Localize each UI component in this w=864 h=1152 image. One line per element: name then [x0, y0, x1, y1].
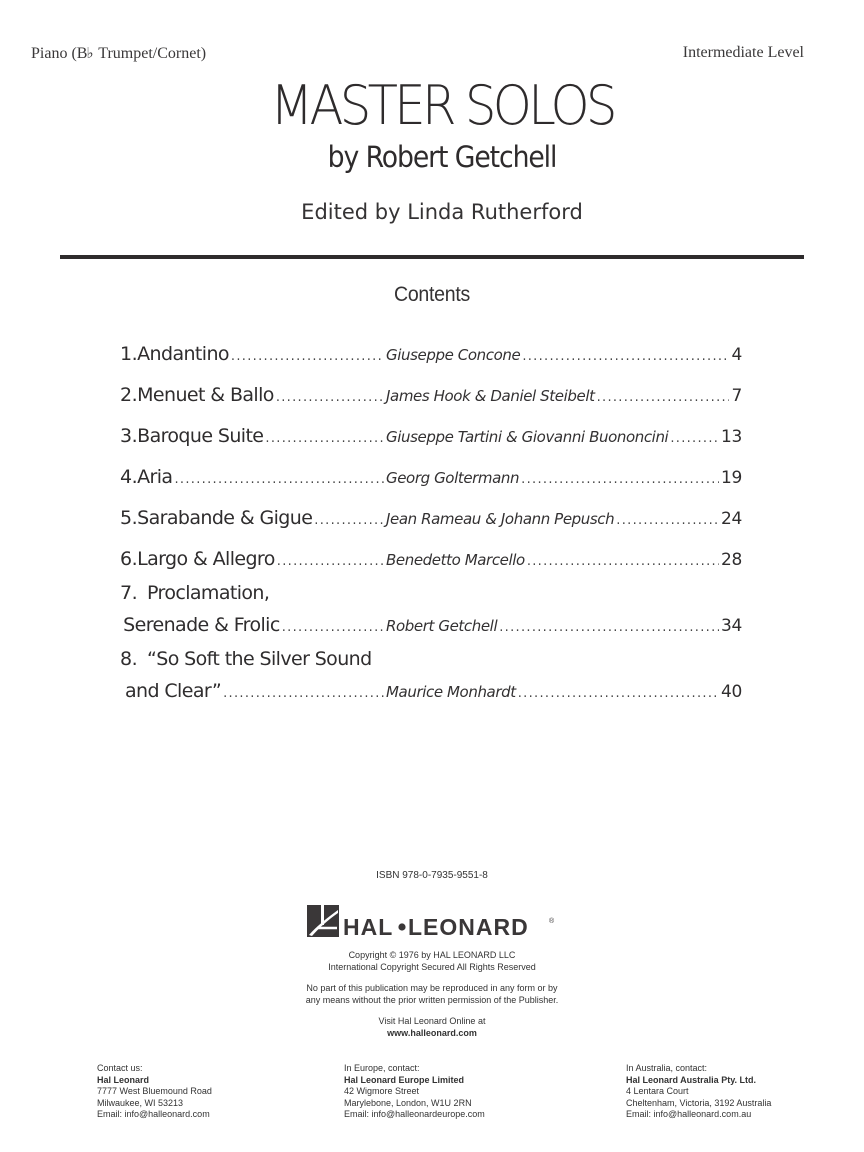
dot-leader [265, 432, 384, 445]
toc-entry[interactable] [120, 541, 742, 582]
website-link[interactable]: www.halleonard.com [387, 1028, 477, 1038]
toc-entry[interactable] [120, 500, 742, 541]
entry-title: Baroque Suite [137, 425, 264, 447]
entry-composer: Giuseppe Tartini & Giovanni Buononcini [386, 428, 669, 446]
entry-page: 34 [720, 616, 742, 636]
instrument-prefix: Piano (B [31, 45, 88, 62]
entry-number: 4. [120, 466, 138, 488]
dot-leader [231, 350, 384, 363]
divider-rule [60, 255, 804, 259]
contact-address: Marylebone, London, W1U 2RN [344, 1097, 472, 1108]
entry-composer: Georg Goltermann [386, 469, 520, 487]
flat-symbol: ♭ [86, 46, 94, 62]
contact-label: In Europe, contact: [344, 1063, 420, 1073]
dot-leader [277, 555, 384, 568]
contact-usa [97, 1063, 212, 1121]
entry-composer: James Hook & Daniel Steibelt [386, 387, 595, 405]
entry-number: 3. [120, 425, 138, 447]
entry-title: Aria [137, 466, 173, 488]
dot-leader [282, 621, 384, 634]
contact-label: Contact us: [97, 1063, 143, 1073]
toc-entry[interactable] [120, 648, 742, 714]
entry-page: 13 [720, 427, 742, 447]
entry-number: 6. [120, 548, 138, 570]
book-title: MASTER SOLOS [270, 74, 614, 137]
toc-entry[interactable] [120, 582, 742, 648]
editor-line: Edited by Linda Rutherford [301, 200, 583, 224]
visit-line: Visit Hal Leonard Online at [378, 1016, 486, 1026]
reproduction-notice: any means without the prior written permission of the Publisher. [305, 995, 559, 1005]
entry-number: 8. [120, 648, 138, 670]
isbn: ISBN 978-0-7935-9551-8 [376, 870, 488, 881]
level-label: Intermediate Level [682, 44, 804, 61]
contact-address: Milwaukee, WI 53213 [97, 1097, 184, 1108]
table-of-contents [120, 336, 742, 714]
entry-composer: Jean Rameau & Johann Pepusch [386, 510, 615, 528]
dot-leader [670, 432, 719, 445]
entry-page: 4 [731, 345, 742, 365]
contact-europe [344, 1063, 485, 1121]
dot-leader [522, 350, 729, 363]
entry-title-line1: “So Soft the Silver Sound [147, 648, 372, 670]
dot-leader [527, 555, 719, 568]
contact-name: Hal Leonard Europe Limited [344, 1074, 465, 1085]
dot-leader [223, 687, 384, 700]
copyright-block [0, 949, 864, 1039]
instrument-label [31, 44, 206, 63]
dot-leader [174, 473, 384, 486]
entry-page: 24 [720, 509, 742, 529]
author-byline: by Robert Getchell [327, 140, 557, 174]
entry-title: Menuet & Ballo [137, 384, 274, 406]
instrument-suffix: Trumpet/Cornet) [94, 45, 207, 62]
entry-title-line1: Proclamation, [147, 582, 270, 604]
entry-number: 1. [120, 343, 138, 365]
dot-leader [521, 473, 719, 486]
dot-leader [276, 391, 384, 404]
hal-leonard-logo-icon [307, 904, 563, 940]
dot-leader [616, 514, 719, 527]
dot-leader [518, 687, 719, 700]
svg-text:LEONARD: LEONARD [408, 914, 529, 940]
svg-text:HAL: HAL [343, 914, 394, 940]
entry-title: Sarabande & Gigue [137, 507, 313, 529]
contact-email[interactable]: Email: info@halleonard.com.au [626, 1109, 752, 1119]
contact-email[interactable]: Email: info@halleonard.com [97, 1109, 210, 1119]
contents-heading: Contents [394, 283, 470, 306]
entry-title: and Clear” [125, 680, 222, 702]
svg-text:®: ® [549, 918, 555, 925]
entry-title: Serenade & Frolic [123, 614, 280, 636]
contact-australia [626, 1063, 771, 1121]
dot-leader [499, 621, 719, 634]
entry-number: 5. [120, 507, 138, 529]
contact-address: 42 Wigmore Street [344, 1086, 420, 1096]
contact-address: 7777 West Bluemound Road [97, 1086, 212, 1096]
contact-email[interactable]: Email: info@halleonardeurope.com [344, 1109, 485, 1119]
entry-composer: Giuseppe Concone [386, 346, 521, 364]
entry-composer: Benedetto Marcello [386, 551, 525, 569]
entry-page: 7 [731, 386, 742, 406]
entry-number: 7. [120, 582, 138, 604]
toc-entry[interactable] [120, 377, 742, 418]
dot-leader [597, 391, 730, 404]
reproduction-notice: No part of this publication may be reproduced in any form or by [306, 983, 558, 993]
contact-address: Cheltenham, Victoria, 3192 Australia [626, 1097, 772, 1108]
dot-leader [314, 514, 384, 527]
entry-composer: Maurice Monhardt [386, 683, 516, 701]
entry-number: 2. [120, 384, 138, 406]
contact-name: Hal Leonard [97, 1074, 150, 1085]
entry-title: Andantino [137, 343, 229, 365]
hal-leonard-logo [307, 904, 563, 940]
contact-address: 4 Lentara Court [626, 1086, 689, 1096]
entry-title: Largo & Allegro [137, 548, 275, 570]
toc-entry[interactable] [120, 459, 742, 500]
entry-page: 28 [720, 550, 742, 570]
entry-page: 40 [720, 682, 742, 702]
contact-label: In Australia, contact: [626, 1063, 708, 1073]
contact-name: Hal Leonard Australia Pty. Ltd. [626, 1074, 757, 1085]
copyright-line: Copyright © 1976 by HAL LEONARD LLC [348, 950, 516, 960]
rights-line: International Copyright Secured All Rights Reserved [328, 962, 536, 972]
toc-entry[interactable] [120, 418, 742, 459]
entry-page: 19 [720, 468, 742, 488]
toc-entry[interactable] [120, 336, 742, 377]
entry-composer: Robert Getchell [386, 617, 498, 635]
